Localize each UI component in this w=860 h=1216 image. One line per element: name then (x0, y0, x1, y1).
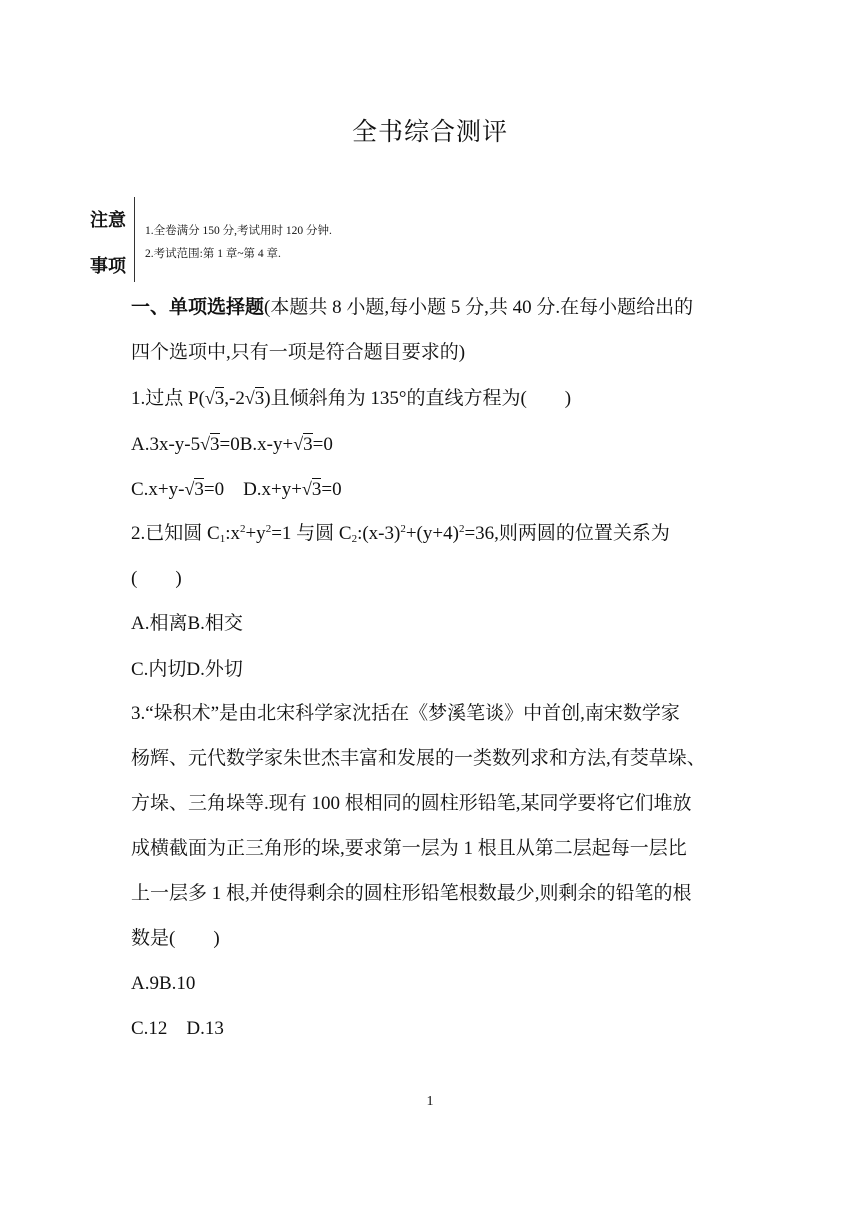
q3-line-4: 成横截面为正三角形的垛,要求第一层为 1 根且从第二层起每一层比 (131, 838, 687, 859)
section-desc-1: (本题共 8 小题,每小题 5 分,共 40 分.在每小题给出的 (264, 297, 694, 318)
notice-label-line1: 注意 (90, 210, 126, 231)
q3-options-ab: A.9B.10 (131, 973, 196, 994)
page-number: 1 (426, 1094, 434, 1109)
section-heading-line1 (131, 298, 693, 317)
q3-options-cd: C.12 D.13 (131, 1018, 224, 1039)
q3-line-5: 上一层多 1 根,并使得剩余的圆柱形铅笔根数最少,则剩余的铅笔的根 (131, 883, 692, 904)
q2-stem: 2.已知圆 $C_1:x^2+y^2=1$ 与圆 $C_2:(x-3)^2+(y+4)^2=36$,则两圆的位置关系为 (131, 523, 670, 545)
q3-line-1: 3.“垛积术”是由北宋科学家沈括在《梦溪笔谈》中首创,南宋数学家 (131, 703, 680, 724)
q3-line-2: 杨辉、元代数学家朱世杰丰富和发展的一类数列求和方法,有茭草垛、 (131, 748, 706, 769)
sqrt-symbol: √3 (184, 479, 204, 500)
section-heading: 一、单项选择题 (131, 296, 265, 318)
q3-line-3: 方垛、三角垛等.现有 100 根相同的圆柱形铅笔,某同学要将它们堆放 (131, 793, 692, 814)
sqrt-symbol: √3 (200, 434, 220, 455)
q3-line-6: 数是( ) (131, 928, 220, 949)
q1-options-cd: C.x+y-√3=0 D.x+y+√3=0 (131, 479, 342, 500)
notice-divider (134, 197, 135, 282)
notice-item-1: 1.全卷满分 150 分,考试用时 120 分钟. (145, 225, 332, 237)
sqrt-symbol: √3 (204, 388, 225, 409)
sqrt-symbol: √3 (244, 388, 265, 409)
notice-item-2: 2.考试范围:第 1 章~第 4 章. (145, 248, 281, 260)
q1-options-ab: A.3x-y-5√3=0B.x-y+√3=0 (131, 434, 333, 455)
q1-stem: 1.过点 P(√3,-2√3)且倾斜角为 135°的直线方程为( ) (131, 388, 572, 409)
q2-answer-paren: ( ) (131, 568, 182, 589)
section-desc-2: 四个选项中,只有一项是符合题目要求的) (131, 342, 466, 363)
q2-options-cd: C.内切D.外切 (131, 659, 243, 680)
page-title: 全书综合测评 (351, 117, 508, 146)
sqrt-symbol: √3 (301, 479, 322, 500)
q2-options-ab: A.相离B.相交 (131, 613, 243, 634)
notice-label-line2: 事项 (90, 256, 126, 277)
sqrt-symbol: √3 (293, 434, 313, 455)
